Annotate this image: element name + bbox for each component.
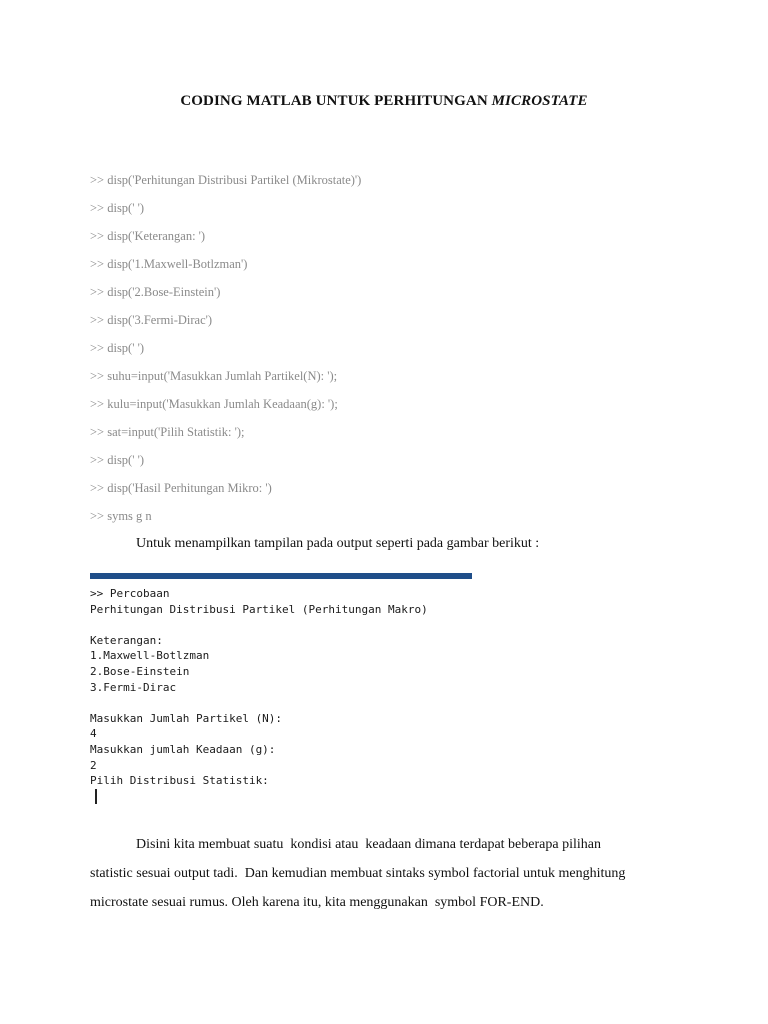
- paragraph-line: Disini kita membuat suatu kondisi atau keadaan dimana terdapat beberapa pilihan: [136, 837, 601, 852]
- body-paragraph: [90, 830, 690, 917]
- console-blank-line: [90, 695, 472, 711]
- console-line: 1.Maxwell-Botlzman: [90, 649, 210, 663]
- code-line: >> disp('Perhitungan Distribusi Partikel (Mikrostate)'): [90, 173, 362, 187]
- console-prompt-line: [90, 789, 472, 805]
- code-line: >> disp('1.Maxwell-Botlzman'): [90, 257, 248, 271]
- code-line: >> kulu=input('Masukkan Jumlah Keadaan(g): ');: [90, 397, 338, 411]
- code-line: >> disp('3.Fermi-Dirac'): [90, 313, 213, 327]
- code-line: >> disp(' '): [90, 201, 145, 215]
- console-line: Perhitungan Distribusi Partikel (Perhitungan Makro): [90, 602, 428, 616]
- code-line: >> sat=input('Pilih Statistik: ');: [90, 425, 245, 439]
- console-line: 4: [90, 727, 97, 741]
- console-line: Keterangan:: [90, 633, 163, 647]
- console-output-figure: [90, 573, 472, 804]
- console-line: >> Percobaan: [90, 587, 170, 600]
- console-line: Masukkan jumlah Keadaan (g):: [90, 742, 276, 756]
- code-line: >> suhu=input('Masukkan Jumlah Partikel(N): ');: [90, 369, 338, 383]
- console-line: 3.Fermi-Dirac: [90, 680, 177, 694]
- paragraph-line: microstate sesuai rumus. Oleh karena itu, kita menggunakan symbol FOR-END.: [90, 895, 544, 910]
- console-line: 2: [90, 758, 97, 772]
- console-line: Pilih Distribusi Statistik:: [90, 774, 269, 788]
- paragraph-line: statistic sesuai output tadi. Dan kemudian membuat sintaks symbol factorial untuk menghitung: [90, 866, 626, 881]
- console-line: 2.Bose-Einstein: [90, 664, 190, 678]
- console-output: [90, 586, 472, 804]
- code-line: >> disp('2.Bose-Einstein'): [90, 285, 221, 299]
- console-line: Masukkan Jumlah Partikel (N):: [90, 711, 283, 725]
- code-line: >> disp(' '): [90, 453, 145, 467]
- console-blank-line: [90, 617, 472, 633]
- code-line: >> disp(' '): [90, 341, 145, 355]
- code-line: >> syms g n: [90, 509, 152, 523]
- text-cursor-icon: [95, 789, 97, 804]
- matlab-code-listing: [90, 172, 361, 536]
- code-line: >> disp('Keterangan: '): [90, 229, 206, 243]
- title-prefix: CODING MATLAB UNTUK PERHITUNGAN: [180, 93, 492, 109]
- page-title: [0, 93, 768, 110]
- title-emphasis: MICROSTATE: [491, 93, 588, 109]
- code-line: >> disp('Hasil Perhitungan Mikro: '): [90, 481, 272, 495]
- console-header-bar: [90, 573, 472, 579]
- intro-text: Untuk menampilkan tampilan pada output seperti pada gambar berikut :: [136, 536, 540, 551]
